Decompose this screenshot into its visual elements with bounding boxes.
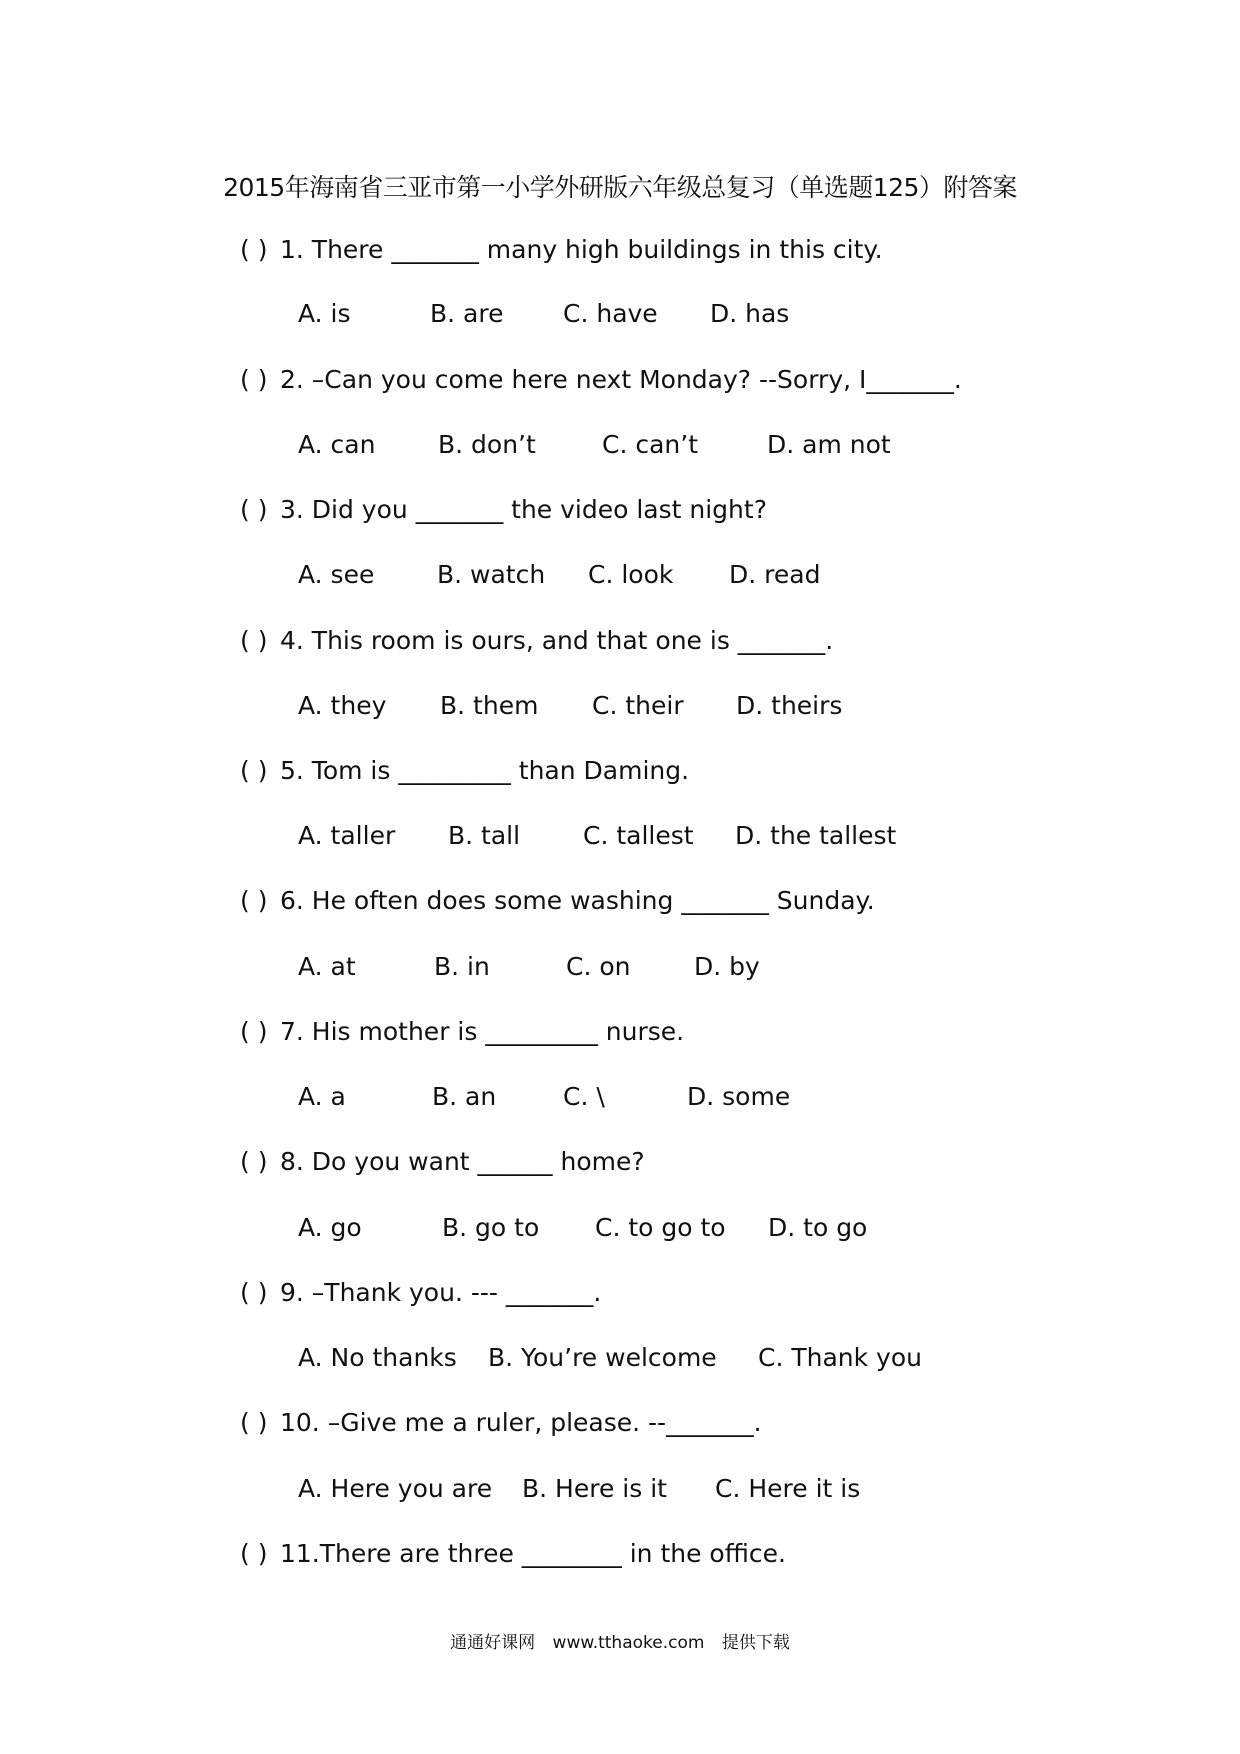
question-text: 7. His mother is _________ nurse.: [280, 1017, 685, 1046]
option-d[interactable]: D. has: [710, 299, 790, 328]
answer-bracket[interactable]: ( ): [240, 756, 268, 785]
option-a[interactable]: A. is: [298, 299, 351, 328]
option-d[interactable]: D. read: [729, 560, 821, 589]
question-text: 11.There are three ________ in the office.: [280, 1539, 786, 1568]
option-d[interactable]: D. theirs: [736, 691, 843, 720]
option-c[interactable]: C. can’t: [602, 430, 699, 459]
option-a[interactable]: A. No thanks: [298, 1343, 457, 1372]
option-d[interactable]: D. to go: [768, 1213, 868, 1242]
option-c[interactable]: C. \: [563, 1082, 605, 1111]
option-a[interactable]: A. see: [298, 560, 375, 589]
answer-bracket[interactable]: ( ): [240, 1539, 268, 1568]
option-b[interactable]: B. You’re welcome: [488, 1343, 717, 1372]
question-text: 6. He often does some washing _______ Sunday.: [280, 886, 875, 915]
option-a[interactable]: A. at: [298, 952, 356, 981]
option-c[interactable]: C. their: [592, 691, 684, 720]
question-text: 3. Did you _______ the video last night?: [280, 495, 767, 524]
option-d[interactable]: D. the tallest: [735, 821, 897, 850]
footer-site-name: 通通好课网: [450, 1633, 536, 1653]
option-c[interactable]: C. Here it is: [715, 1474, 861, 1503]
answer-bracket[interactable]: ( ): [240, 626, 268, 655]
option-c[interactable]: C. to go to: [595, 1213, 726, 1242]
question-text: 1. There _______ many high buildings in this city.: [280, 235, 883, 264]
option-b[interactable]: B. Here is it: [522, 1474, 667, 1503]
option-d[interactable]: D. some: [687, 1082, 791, 1111]
option-c[interactable]: C. have: [563, 299, 658, 328]
question-text: 2. –Can you come here next Monday? --Sorry, I_______.: [280, 365, 962, 394]
answer-bracket[interactable]: ( ): [240, 886, 268, 915]
option-a[interactable]: A. they: [298, 691, 387, 720]
option-b[interactable]: B. watch: [437, 560, 546, 589]
answer-bracket[interactable]: ( ): [240, 1408, 268, 1437]
option-b[interactable]: B. don’t: [438, 430, 536, 459]
page-title: 2015年海南省三亚市第一小学外研版六年级总复习（单选题125）附答案: [223, 173, 1017, 202]
footer-suffix: 提供下载: [721, 1633, 790, 1653]
option-d[interactable]: D. by: [694, 952, 760, 981]
option-c[interactable]: C. tallest: [583, 821, 694, 850]
option-d[interactable]: D. am not: [767, 430, 891, 459]
option-c[interactable]: C. look: [588, 560, 674, 589]
option-a[interactable]: A. Here you are: [298, 1474, 493, 1503]
option-a[interactable]: A. go: [298, 1213, 362, 1242]
option-a[interactable]: A. a: [298, 1082, 346, 1111]
footer-url[interactable]: www.tthaoke.com: [552, 1633, 705, 1653]
answer-bracket[interactable]: ( ): [240, 1147, 268, 1176]
answer-bracket[interactable]: ( ): [240, 1278, 268, 1307]
question-text: 5. Tom is _________ than Daming.: [280, 756, 690, 785]
option-a[interactable]: A. taller: [298, 821, 396, 850]
question-text: 9. –Thank you. --- _______.: [280, 1278, 602, 1307]
question-text: 10. –Give me a ruler, please. --_______.: [280, 1408, 762, 1437]
answer-bracket[interactable]: ( ): [240, 365, 268, 394]
option-b[interactable]: B. in: [434, 952, 490, 981]
option-b[interactable]: B. tall: [448, 821, 521, 850]
option-b[interactable]: B. are: [430, 299, 504, 328]
question-text: 4. This room is ours, and that one is _______.: [280, 626, 834, 655]
answer-bracket[interactable]: ( ): [240, 1017, 268, 1046]
question-text: 8. Do you want ______ home?: [280, 1147, 645, 1176]
answer-bracket[interactable]: ( ): [240, 235, 268, 264]
option-c[interactable]: C. on: [566, 952, 631, 981]
option-c[interactable]: C. Thank you: [758, 1343, 922, 1372]
answer-bracket[interactable]: ( ): [240, 495, 268, 524]
option-b[interactable]: B. them: [440, 691, 539, 720]
footer: [0, 1628, 1240, 1653]
option-b[interactable]: B. an: [432, 1082, 497, 1111]
option-b[interactable]: B. go to: [442, 1213, 540, 1242]
option-a[interactable]: A. can: [298, 430, 376, 459]
